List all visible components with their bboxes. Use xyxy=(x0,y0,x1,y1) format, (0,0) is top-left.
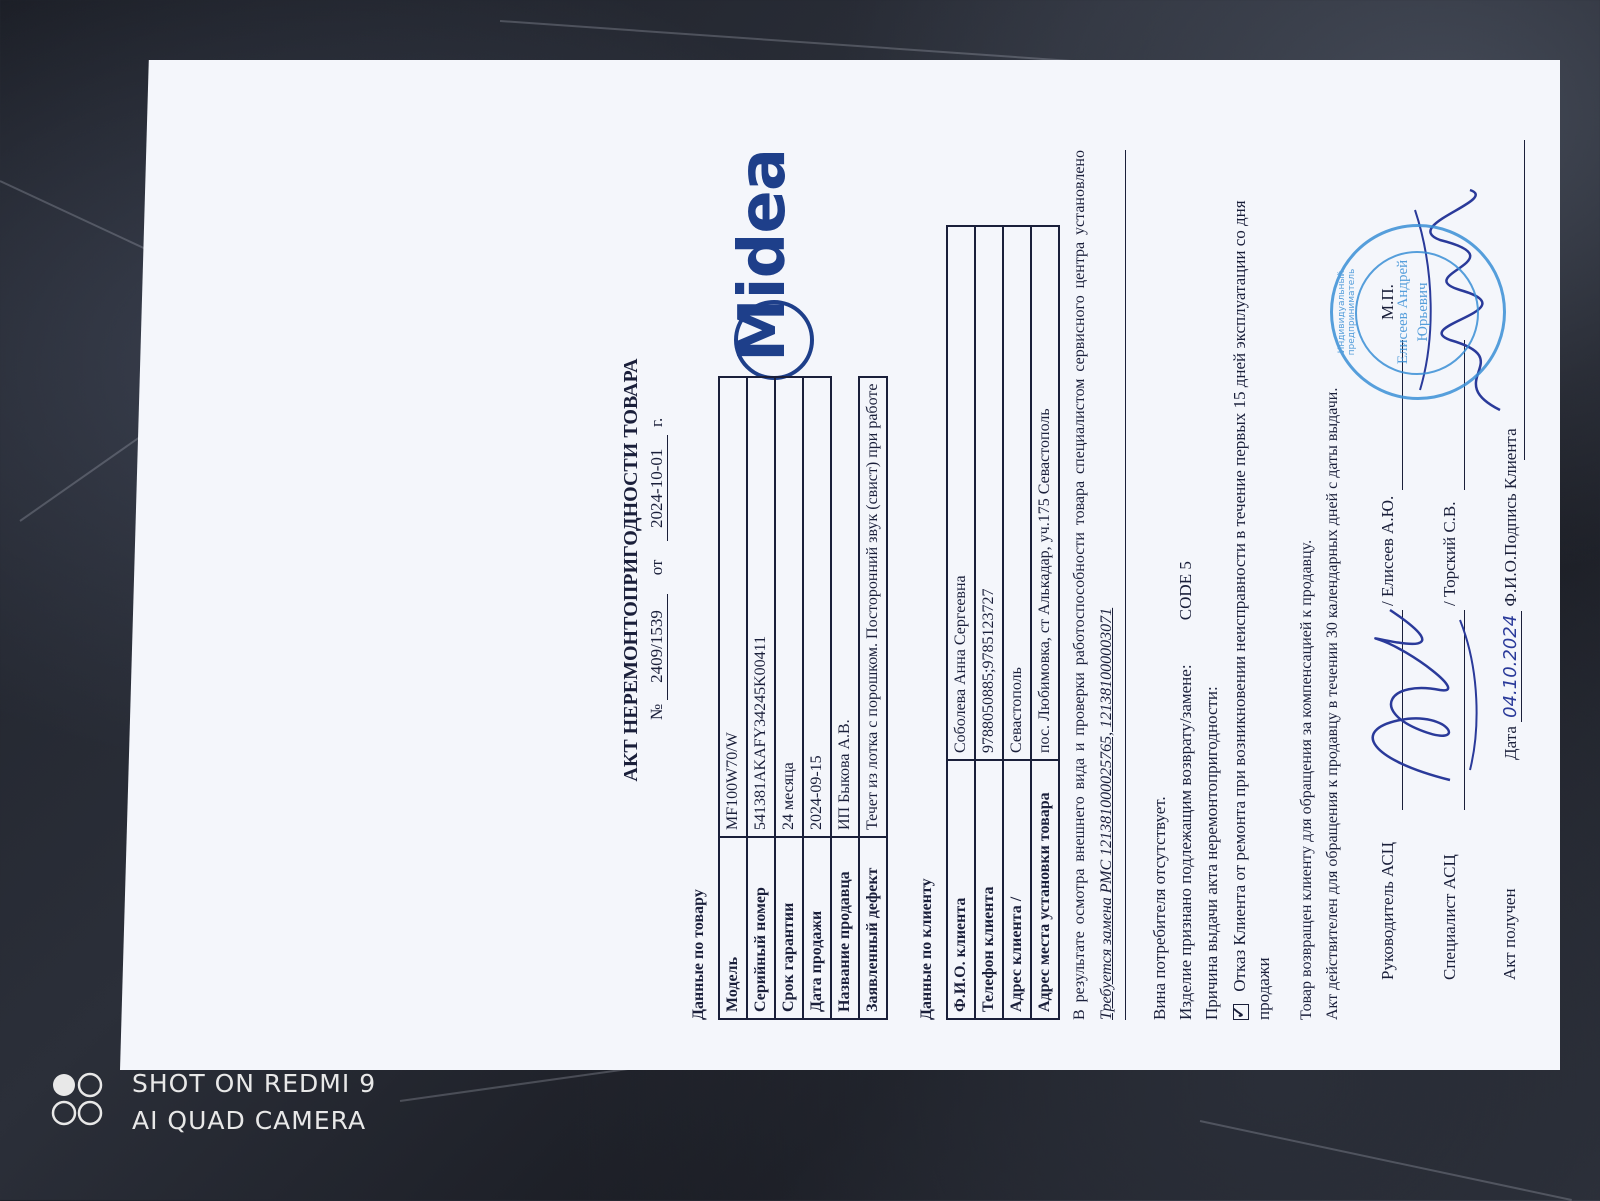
product-section-title: Данные по товару xyxy=(690,889,707,1020)
product-value-model: MF100W70/W xyxy=(719,377,747,837)
reason-item xyxy=(1228,160,1276,1020)
reason-checkbox xyxy=(1233,1004,1249,1020)
client-value-address: Севастополь xyxy=(1003,226,1031,760)
document-title: АКТ НЕРЕМОНТОПРИГОДНОСТИ ТОВАРА xyxy=(620,358,642,782)
watermark-line-2: AI QUAD CAMERA xyxy=(132,1106,367,1135)
table-row xyxy=(975,226,1003,1019)
company-stamp xyxy=(1330,224,1506,400)
received-label: Акт получен xyxy=(1500,888,1519,980)
product-value-serial: 541381AKAFY34245K00411 xyxy=(747,377,775,837)
client-label-phone: Телефон клиента xyxy=(975,760,1003,1019)
return-label: Изделие признано подлежащим возврату/замене: xyxy=(1176,664,1195,1020)
inspection-result xyxy=(1066,150,1120,1020)
marble-vein xyxy=(500,20,1099,64)
client-label-address: Адрес клиента / xyxy=(1003,760,1031,1019)
product-label-defect: Заявленный дефект xyxy=(859,837,887,1019)
product-value-sale-date: 2024-09-15 xyxy=(803,377,831,837)
number-label: № xyxy=(647,703,666,720)
handwritten-date: 04.10.2024 xyxy=(1500,611,1522,722)
client-label-install-address: Адрес места установки товара xyxy=(1031,760,1059,1019)
head-label: Руководитель АСЦ xyxy=(1378,841,1397,980)
head-signature xyxy=(1330,600,1490,790)
product-label-model: Модель xyxy=(719,837,747,1019)
spec-name: / Торский С.В. xyxy=(1440,501,1459,606)
product-label-warranty: Срок гарантии xyxy=(775,837,803,1019)
product-table-body xyxy=(719,377,887,1019)
midea-logo-text: Midea xyxy=(726,148,800,362)
table-row xyxy=(831,377,859,1019)
head-name: / Елисеев А.Ю. xyxy=(1378,495,1397,606)
return-line xyxy=(1176,561,1196,1020)
product-value-warranty: 24 месяца xyxy=(775,377,803,837)
act-number: 2409/1539 xyxy=(647,594,668,700)
watermark-line-1: SHOT ON REDMI 9 xyxy=(132,1069,377,1098)
table-row xyxy=(859,377,887,1019)
client-table xyxy=(946,225,1060,1020)
client-value-install-address: пос. Любимовка, ст Алькадар, уч.175 Севастополь xyxy=(1031,226,1059,760)
client-label-name: Ф.И.О. клиента xyxy=(947,760,975,1019)
table-row xyxy=(947,226,975,1019)
table-row xyxy=(803,377,831,1019)
table-row xyxy=(775,377,803,1019)
act-document xyxy=(150,120,1530,1020)
reason-label: Причина выдачи акта неремонтопригодности: xyxy=(1202,686,1221,1020)
return-note: Товар возвращен клиенту для обращения за компенсацией к продавцу. xyxy=(1298,539,1315,1020)
spec-label: Специалист АСЦ xyxy=(1440,854,1459,980)
camera-watermark xyxy=(50,1065,376,1139)
dual-circle-icon xyxy=(48,1069,108,1133)
table-row xyxy=(719,377,747,1019)
product-value-defect: Течет из лотка с порошком. Посторонний звук (свист) при работе xyxy=(859,377,887,837)
date-label: Дата xyxy=(1501,726,1520,760)
product-value-seller: ИП Быкова А.В. xyxy=(831,377,859,837)
midea-logo xyxy=(726,148,820,380)
return-code: CODE 5 xyxy=(1176,561,1195,621)
stamp-place: М.П. xyxy=(1378,284,1397,320)
client-table-body xyxy=(947,226,1059,1019)
table-row xyxy=(747,377,775,1019)
product-label-serial: Серийный номер xyxy=(747,837,775,1019)
table-row xyxy=(1031,226,1059,1019)
stamp-name: Елисеев Андрей Юрьевич xyxy=(1395,259,1431,365)
table-row xyxy=(1003,226,1031,1019)
client-value-phone: 9788050885;9785123727 xyxy=(975,226,1003,760)
act-number-line xyxy=(647,418,668,720)
fault-line: Вина потребителя отсутствует. xyxy=(1150,796,1169,1020)
divider-line xyxy=(1125,150,1126,1020)
marble-vein xyxy=(1200,1120,1572,1201)
client-value-name: Соболева Анна Сергеевна xyxy=(947,226,975,760)
client-section-title: Данные по клиенту xyxy=(918,878,935,1020)
product-table xyxy=(718,376,888,1020)
received-date xyxy=(1500,428,1521,760)
from-label: от xyxy=(647,559,666,576)
reason-text: Отказ Клиента от ремонта при возникновении неисправности в течение первых 15 дней эксплуатации со дня продажи xyxy=(1230,200,1273,1020)
product-label-sale-date: Дата продажи xyxy=(803,837,831,1019)
inspection-result-text: В результате осмотра внешнего вида и проверки работоспособности товара специалистом сервисного центра установлено xyxy=(1071,150,1088,1020)
product-label-seller: Название продавца xyxy=(831,837,859,1019)
year-suffix: г. xyxy=(647,417,666,428)
inspection-finding: Требуется замена РМС 121381000025765, 121381000003071 xyxy=(1098,607,1115,1020)
act-date: 2024-10-01 xyxy=(647,435,668,541)
client-sign-label: Ф.И.О.Подпись Клиента xyxy=(1501,428,1520,607)
validity-note: Акт действителен для обращения к продавцу в течении 30 календарных дней с даты выдачи. xyxy=(1324,387,1341,1020)
stamp-text: Индивидуальный предприниматель xyxy=(1337,268,1357,356)
